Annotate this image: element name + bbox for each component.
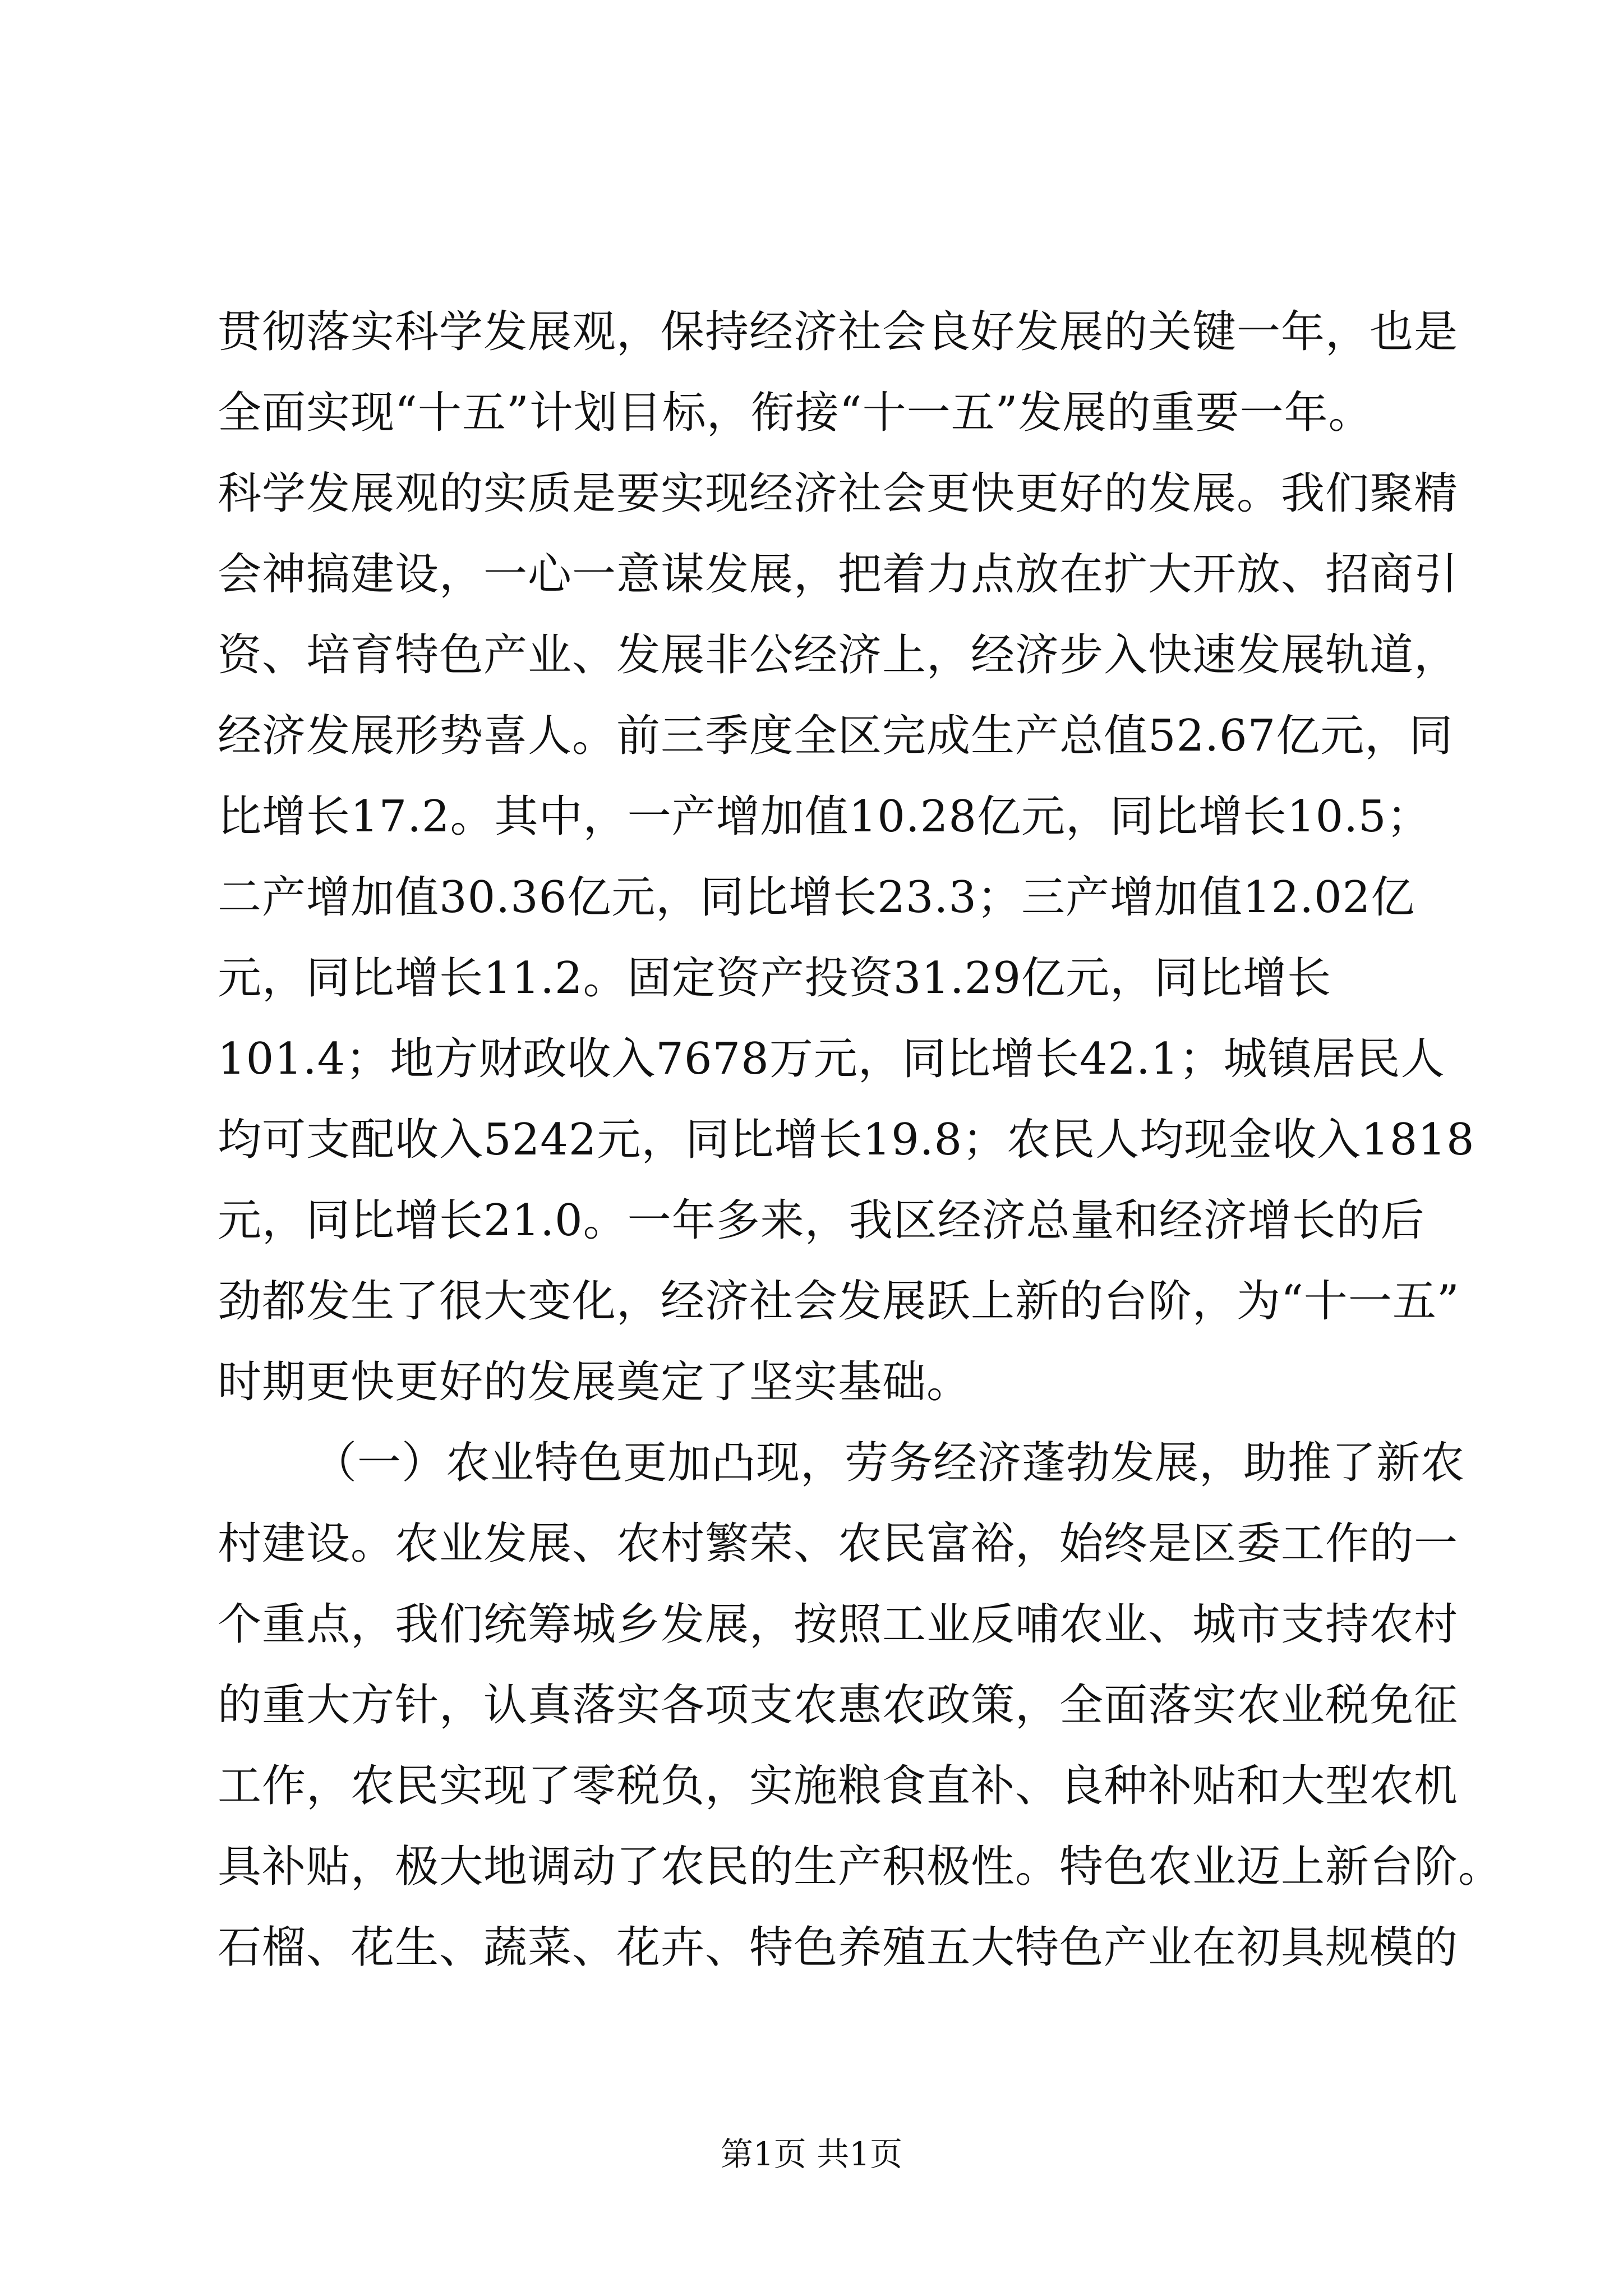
- text-line: 具补贴，极大地调动了农民的生产积极性。特色农业迈上新台阶。: [218, 1842, 1503, 1892]
- text-line: 时期更快更好的发展奠定了坚实基础。: [218, 1357, 971, 1407]
- text-line: 个重点，我们统筹城乡发展，按照工业反哺农业、城市支持农村: [218, 1599, 1459, 1650]
- text-line: 均可支配收入5242元，同比增长19.8；农民人均现金收入1818: [218, 1115, 1475, 1165]
- text-line: 的重大方针，认真落实各项支农惠农政策，全面落实农业税免征: [218, 1680, 1459, 1731]
- page-footer: 第1页 共1页: [720, 2135, 903, 2173]
- text-line: 会神搞建设，一心一意谋发展，把着力点放在扩大开放、招商引: [218, 549, 1459, 600]
- text-line: 劲都发生了很大变化，经济社会发展跃上新的台阶，为“十一五”: [218, 1276, 1460, 1327]
- text-line: 村建设。农业发展、农村繁荣、农民富裕，始终是区委工作的一: [218, 1519, 1459, 1569]
- text-line: 101.4；地方财政收入7678万元，同比增长42.1；城镇居民人: [218, 1034, 1445, 1084]
- text-line: 石榴、花生、蔬菜、花卉、特色养殖五大特色产业在初具规模的: [218, 1922, 1459, 1973]
- text-line: 元，同比增长21.0。一年多来，我区经济总量和经济增长的后: [218, 1195, 1425, 1246]
- text-line: 元，同比增长11.2。固定资产投资31.29亿元，同比增长: [218, 953, 1331, 1004]
- text-line: 经济发展形势喜人。前三季度全区完成生产总值52.67亿元，同: [218, 711, 1454, 761]
- section-heading-line: （一）农业特色更加凸现，劳务经济蓬勃发展，助推了新农: [313, 1438, 1465, 1488]
- text-line: 贯彻落实科学发展观，保持经济社会良好发展的关键一年，也是: [218, 307, 1459, 357]
- text-line: 资、培育特色产业、发展非公经济上，经济步入快速发展轨道，: [218, 630, 1459, 680]
- text-line: 比增长17.2。其中，一产增加值10.28亿元，同比增长10.5；: [218, 792, 1431, 842]
- text-line: 科学发展观的实质是要实现经济社会更快更好的发展。我们聚精: [218, 468, 1459, 519]
- text-line: 二产增加值30.36亿元，同比增长23.3；三产增加值12.02亿: [218, 872, 1415, 923]
- text-line: 工作，农民实现了零税负，实施粮食直补、良种补贴和大型农机: [218, 1761, 1459, 1811]
- body-text: [218, 292, 1503, 1988]
- text-line: 全面实现“十五”计划目标，衔接“十一五”发展的重要一年。: [218, 388, 1373, 438]
